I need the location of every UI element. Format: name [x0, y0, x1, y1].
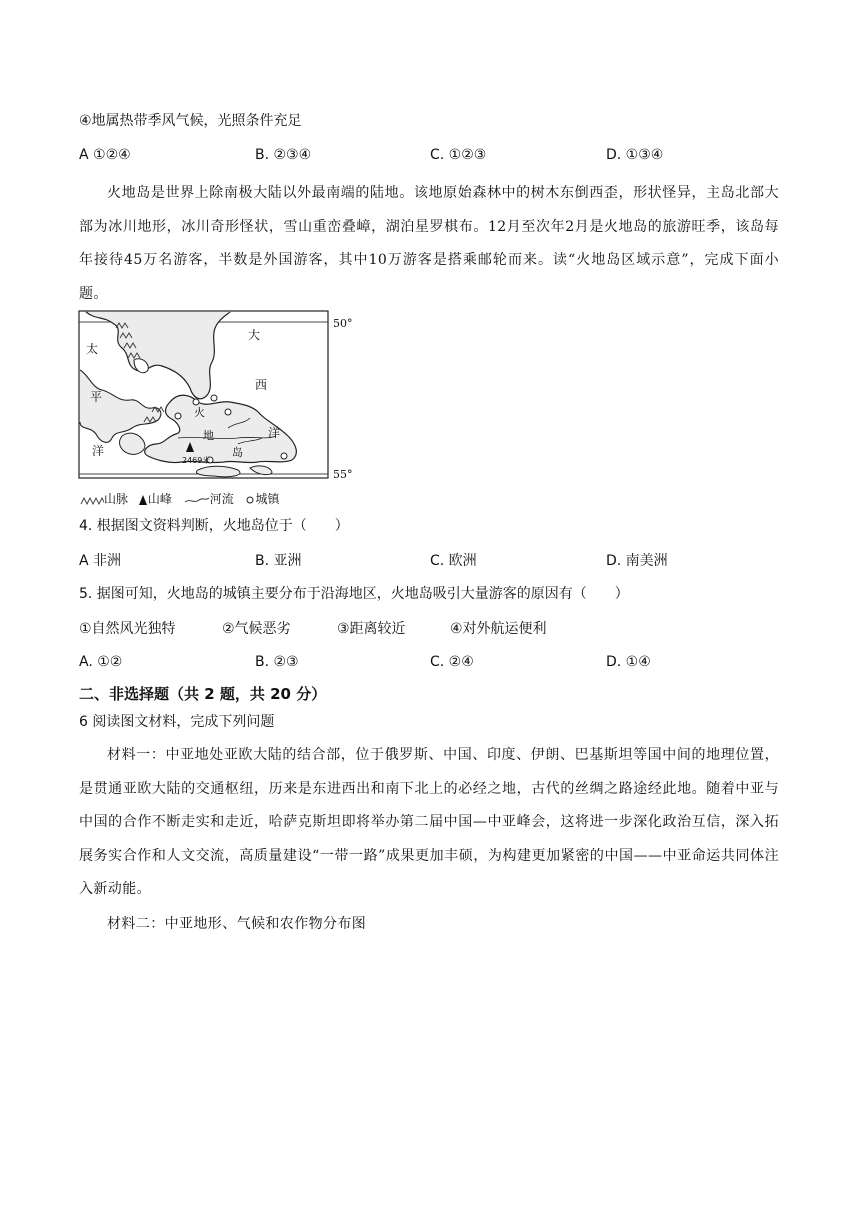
q5-option-b: B. ②③ [255, 654, 299, 670]
q5-statement-3: ③距离较近 [337, 621, 406, 637]
q4-stem: 4. 根据图文资料判断，火地岛位于（ ） [79, 518, 349, 534]
legend-town-label: 城镇 [255, 492, 280, 506]
legend-mountain-label: 山脉 [104, 492, 129, 506]
legend-river-label: 河流 [209, 492, 234, 506]
island-char-3: 岛 [232, 446, 243, 459]
q3-statement-4: ④地属热带季风气候，光照条件充足 [79, 113, 302, 129]
atlantic-char-3: 洋 [268, 426, 281, 440]
pacific-char-2: 平 [90, 390, 103, 404]
legend-peak-label: 山峰 [147, 492, 172, 506]
peak-legend-icon [138, 494, 148, 506]
q4-option-c: C. 欧洲 [430, 553, 477, 569]
section-2-heading: 二、非选择题（共 2 题，共 20 分） [79, 685, 327, 703]
q4-option-a: A 非洲 [79, 553, 122, 569]
pacific-char-3: 洋 [92, 444, 105, 458]
town-icon [244, 495, 256, 505]
q4-option-b: B. 亚洲 [255, 553, 302, 569]
q3-option-c: C. ①②③ [430, 147, 487, 163]
pacific-char-1: 太 [86, 342, 99, 356]
passage-text: 火地岛是世界上除南极大陆以外最南端的陆地。该地原始森林中的树木东倒西歪，形状怪异，主岛北部大部为冰川地形，冰川奇形怪状，雪山重峦叠嶂，湖泊星罗棋布。12月至次年2月是火地岛的旅游旺季，该岛每年接待45万名游客，半数是外国游客，其中10万游客是搭乘邮轮而来。读“火地岛区域示意”，完成下面小题。 [79, 185, 779, 302]
mountain-range-icon [80, 495, 104, 505]
q3-option-a: A ①②④ [79, 147, 131, 163]
map-legend [80, 490, 280, 507]
q5-option-a: A. ①② [79, 654, 123, 670]
island-char-1: 火 [194, 406, 205, 419]
atlantic-char-2: 西 [255, 378, 268, 392]
q5-option-c: C. ②④ [430, 654, 474, 670]
q3-option-d: D. ①③④ [606, 147, 664, 163]
tierra-del-fuego-map [78, 310, 368, 508]
lat-50-label: 50° [333, 317, 353, 330]
q6-material-1: 材料一：中亚地处亚欧大陆的结合部，位于俄罗斯、中国、印度、伊朗、巴基斯坦等国中间的地理位置，是贯通亚欧大陆的交通枢纽，历来是东进西出和南下北上的必经之地，古代的丝绸之路途经此地。随着中亚与中国的合作不断走实和走近，哈萨克斯坦即将举办第二届中国—中亚峰会，这将进一步深化政治互信，深入拓展务实合作和人文交流，高质量建设“一带一路”成果更加丰硕，为构建更加紧密的中国——中亚命运共同体注入新动能。 [79, 747, 779, 898]
atlantic-char-1: 大 [248, 328, 261, 342]
q5-statement-2: ②气候恶劣 [222, 621, 291, 637]
q5-stem: 5. 据图可知，火地岛的城镇主要分布于沿海地区，火地岛吸引大量游客的原因有（ ） [79, 586, 629, 602]
island-char-2: 地 [203, 429, 214, 442]
peak-elevation-label: 2469米 [182, 456, 211, 465]
q4-option-d: D. 南美洲 [606, 553, 668, 569]
river-icon [184, 495, 210, 505]
q6-material-2: 材料二：中亚地形、气候和农作物分布图 [107, 916, 367, 932]
q3-option-b: B. ②③④ [255, 147, 312, 163]
q5-statement-4: ④对外航运便利 [450, 621, 547, 637]
q5-statement-1: ①自然风光独特 [79, 621, 176, 637]
lat-55-label: 55° [333, 468, 353, 481]
q6-stem: 6 阅读图文材料，完成下列问题 [79, 714, 275, 730]
q5-option-d: D. ①④ [606, 654, 651, 670]
